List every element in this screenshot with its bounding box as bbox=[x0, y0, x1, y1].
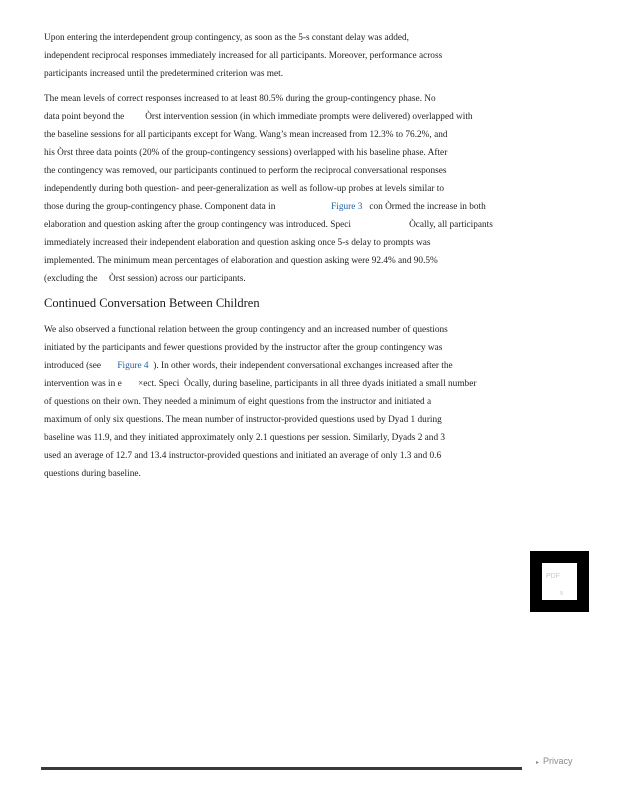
pdf-sub-label: B bbox=[560, 591, 564, 597]
section-line-7: baseline was 11.9, and they initiated approximately only 2.1 questions per session. Similarly, Dyads 2 and 3 bbox=[44, 433, 446, 443]
paragraph-2-line-3: the baseline sessions for all participants except for Wang. Wang’s mean increased from 12.3% to 76.2%, and bbox=[44, 130, 448, 140]
paragraph-1-line-1: Upon entering the interdependent group contingency, as soon as the 5-s constant delay was added, bbox=[44, 33, 409, 43]
paragraph-1-line-2: independent reciprocal responses immediately increased for all participants. Moreover, performance across bbox=[44, 51, 443, 61]
paragraph-1-line-3: participants increased until the predetermined criterion was met. bbox=[44, 69, 284, 79]
paragraph-2-line-9: immediately increased their independent elaboration and question asking once 5-s delay to prompts was bbox=[44, 238, 431, 248]
section-line-1: We also observed a functional relation between the group contingency and an increased number of questions bbox=[44, 325, 448, 335]
horizontal-scrollbar[interactable] bbox=[41, 767, 522, 770]
section-line-3-after: ). In other words, their independent conversational exchanges increased after the bbox=[148, 361, 453, 371]
section-line-4: intervention was in e ×ect. Speci Òcally, during baseline, participants in all three dyads initiated a small number bbox=[44, 379, 477, 389]
pdf-download-widget[interactable] bbox=[530, 551, 589, 612]
paragraph-2-line-7 bbox=[44, 201, 486, 213]
privacy-label: Privacy bbox=[543, 756, 573, 766]
section-line-2: initiated by the participants and fewer questions provided by the instructor after the group contingency was bbox=[44, 343, 443, 353]
paragraph-2-line-7-before: those during the group-contingency phase. Component data in bbox=[44, 202, 332, 212]
figure-4-link[interactable]: Figure 4 bbox=[117, 361, 149, 371]
paragraph-2-line-2: data point beyond the Òrst intervention session (in which immediate prompts were delivered) overlapped with bbox=[44, 112, 473, 122]
paragraph-2-line-1: The mean levels of correct responses increased to at least 80.5% during the group-contingency phase. No bbox=[44, 94, 436, 104]
privacy-link[interactable] bbox=[536, 756, 573, 766]
section-heading: Continued Conversation Between Children bbox=[44, 296, 260, 310]
section-line-5: of questions on their own. They needed a minimum of eight questions from the instructor and initiated a bbox=[44, 397, 432, 407]
section-line-3 bbox=[44, 360, 453, 372]
paragraph-2-line-10: implemented. The minimum mean percentages of elaboration and question asking were 92.4% and 90.5% bbox=[44, 256, 438, 266]
figure-3-link[interactable]: Figure 3 bbox=[331, 202, 363, 212]
section-line-8: used an average of 12.7 and 13.4 instructor-provided questions and initiated an average of only 1.3 and 0.6 bbox=[44, 451, 442, 461]
paragraph-2-line-4: his Òrst three data points (20% of the group-contingency sessions) overlapped with his baseline phase. After bbox=[44, 148, 448, 158]
paragraph-2-line-5: the contingency was removed, our participants continued to perform the reciprocal conversational responses bbox=[44, 166, 447, 176]
paragraph-2-line-8: elaboration and question asking after the group contingency was introduced. Speci Òcally, all participants bbox=[44, 220, 493, 230]
section-line-3-before: introduced (see bbox=[44, 361, 118, 371]
paragraph-2-line-11: (excluding the Òrst session) across our participants. bbox=[44, 274, 246, 284]
paragraph-2-line-6: independently during both question- and peer-generalization as well as follow-up probes at levels similar to bbox=[44, 184, 444, 194]
pdf-label: PDF bbox=[546, 573, 560, 580]
section-line-6: maximum of only six questions. The mean number of instructor-provided questions used by Dyad 1 during bbox=[44, 415, 442, 425]
paragraph-2-line-7-after: con Òrmed the increase in both bbox=[362, 202, 486, 212]
caret-right-icon: ▸ bbox=[536, 760, 540, 766]
section-line-9: questions during baseline. bbox=[44, 469, 141, 479]
